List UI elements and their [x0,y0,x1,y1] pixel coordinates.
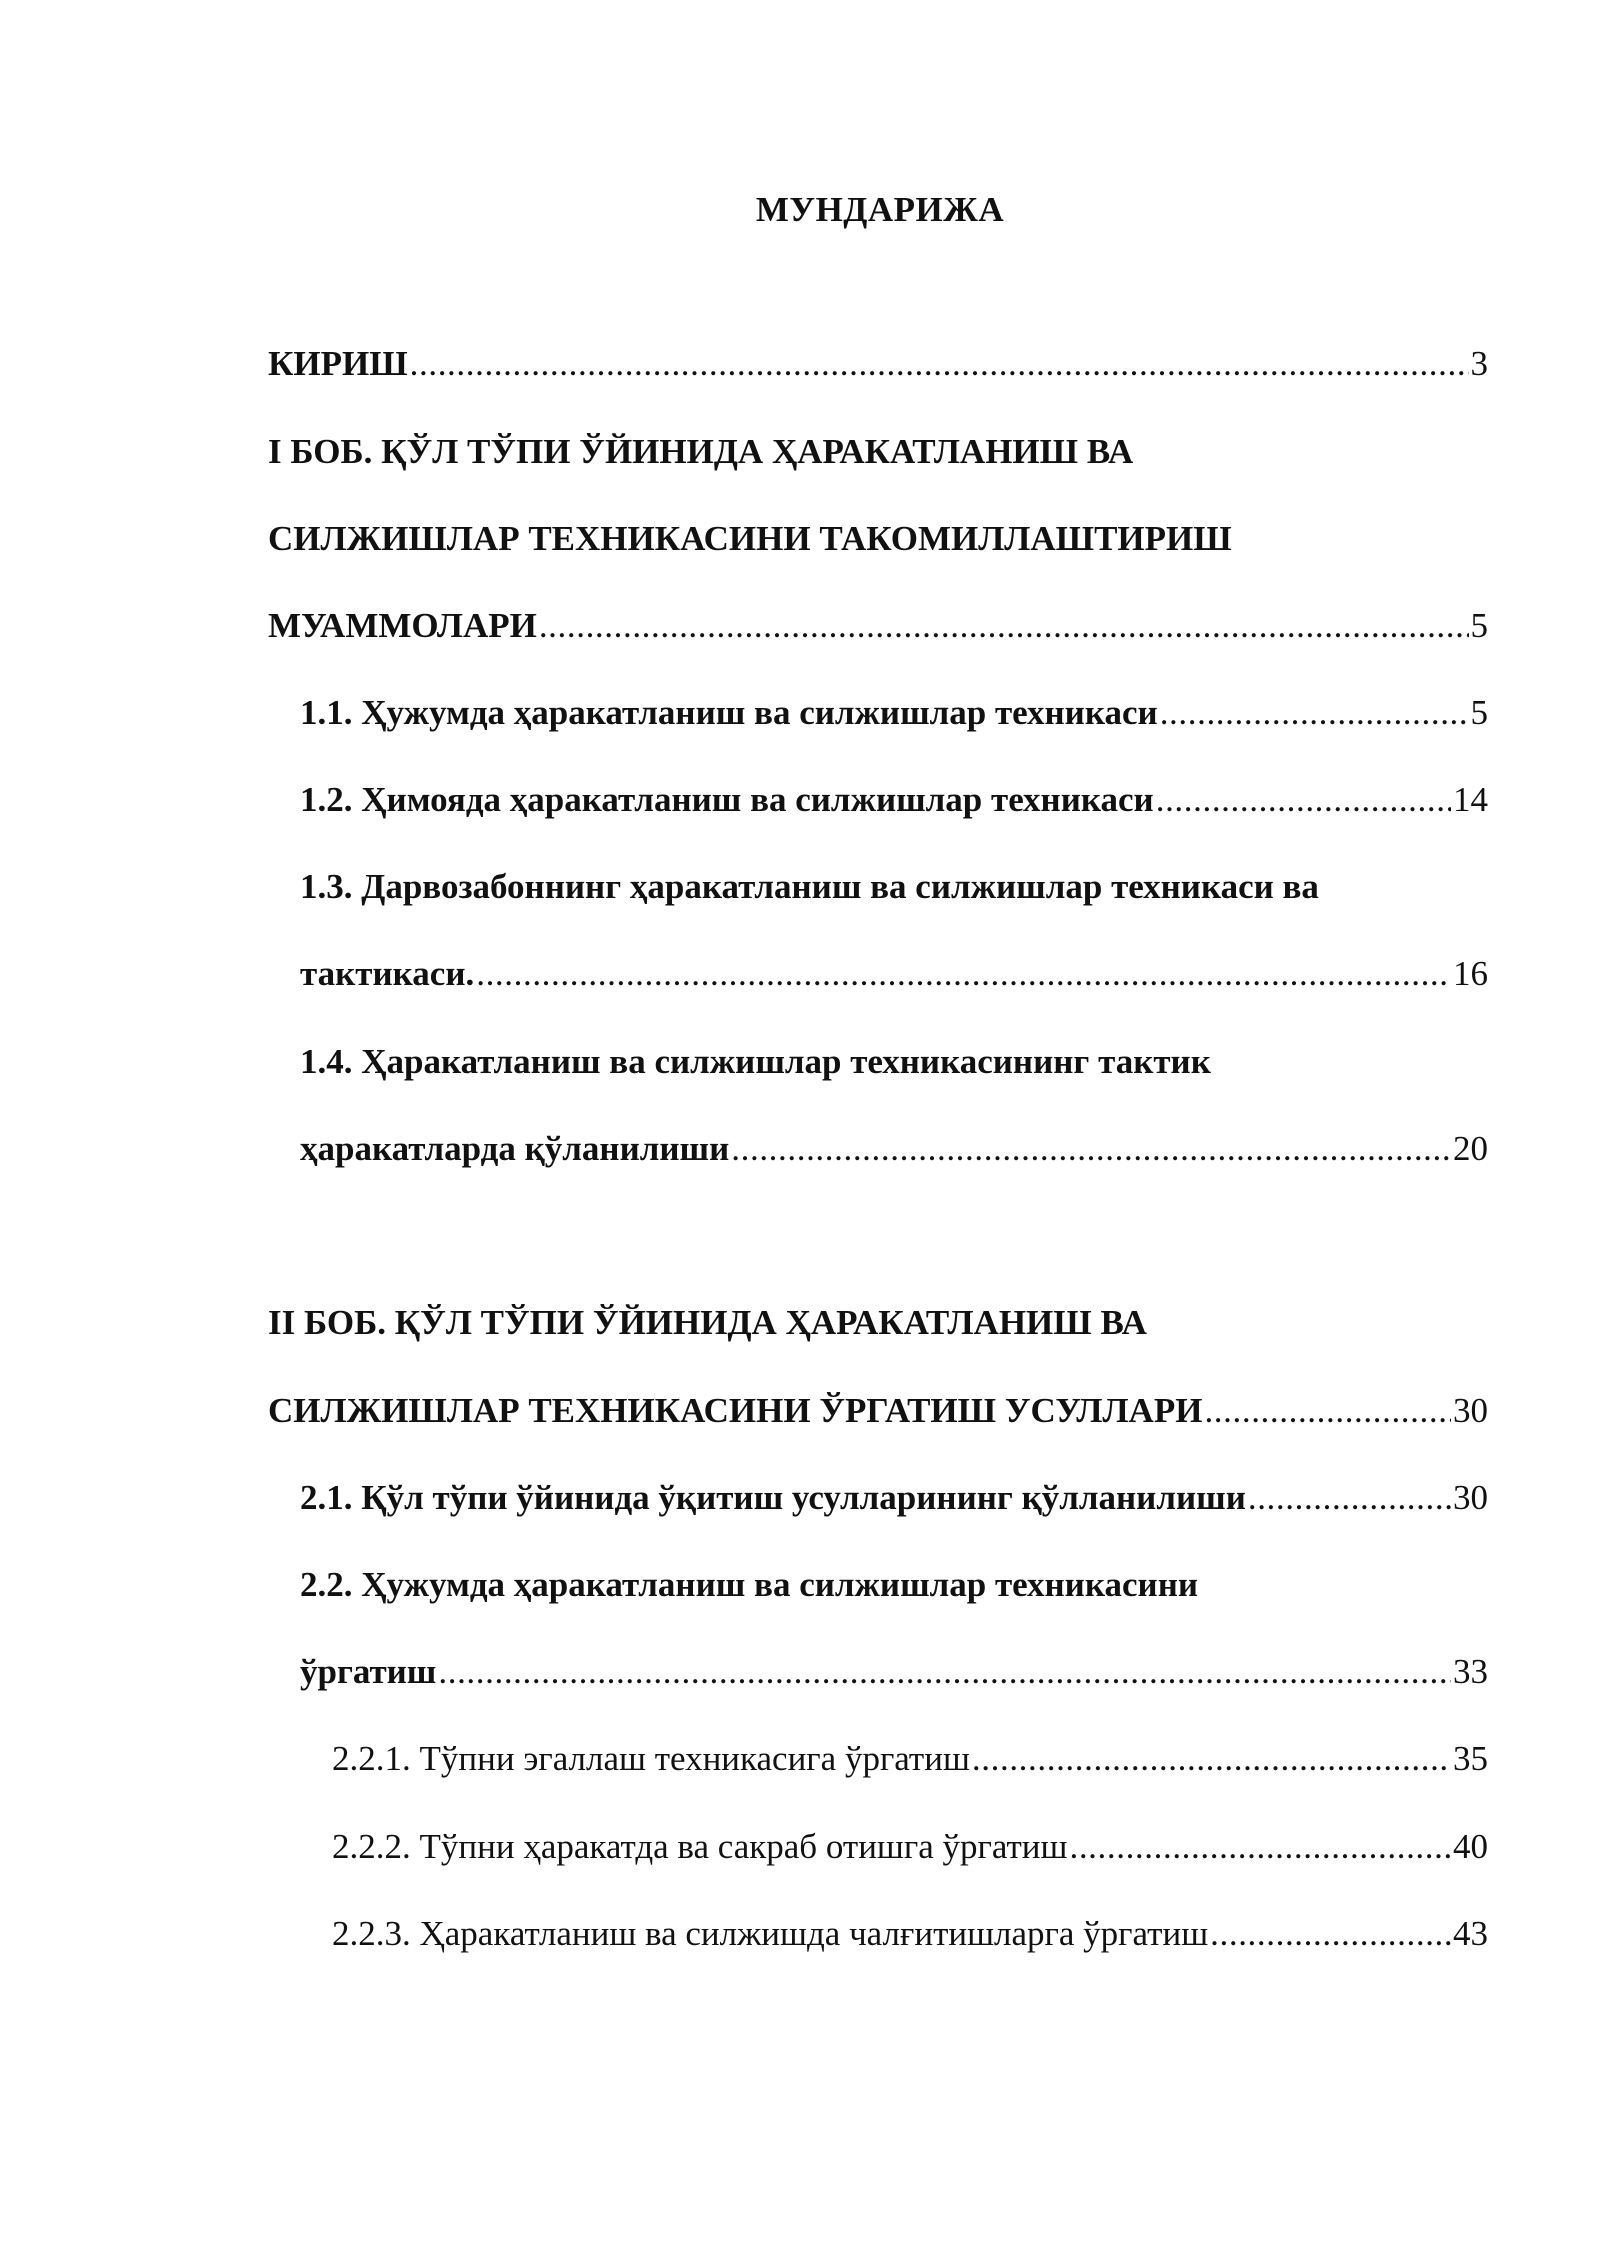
toc-section-2-1[interactable] [300,1476,1488,1520]
page-title: МУНДАРИЖА [755,190,1005,229]
toc-entry-introduction[interactable] [268,342,1488,386]
toc-page-number: 35 [1453,1739,1488,1778]
dot-leader [972,1737,1451,1781]
toc-entry-text: СИЛЖИШЛАР ТЕХНИКАСИНИ ЎРГАТИШ УСУЛЛАРИ [268,1391,1203,1430]
toc-page-number: 14 [1453,780,1488,819]
toc-subsection-2-2-1[interactable] [332,1737,1488,1781]
toc-section-1-3[interactable] [300,952,1488,996]
toc-chapter-2-line-1[interactable]: II БОБ. ҚЎЛ ТЎПИ ЎЙИНИДА ҲАРАКАТЛАНИШ ВА [268,1303,1147,1342]
toc-entry-text: тактикаси. [300,954,475,993]
toc-entry-text: 2.2.2. Тўпни ҳаракатда ва сакраб отишга ўргатиш [332,1827,1068,1866]
dot-leader [1156,778,1451,822]
toc-section-1-3-line-1[interactable]: 1.3. Дарвозабоннинг ҳаракатланиш ва силжишлар техникаси ва [300,867,1319,906]
toc-page-number: 33 [1453,1652,1488,1691]
dot-leader [438,1650,1451,1694]
toc-chapter-1[interactable] [268,604,1488,648]
toc-section-1-1[interactable] [300,691,1488,735]
toc-chapter-1-line-1[interactable]: I БОБ. ҚЎЛ ТЎПИ ЎЙИНИДА ҲАРАКАТЛАНИШ ВА [268,432,1134,471]
toc-section-2-2[interactable] [300,1650,1488,1694]
dot-leader [539,604,1469,648]
toc-page-number: 16 [1453,954,1488,993]
toc-chapter-1-line-2[interactable]: СИЛЖИШЛАР ТЕХНИКАСИНИ ТАКОМИЛЛАШТИРИШ [268,519,1232,558]
dot-leader [1069,1825,1451,1869]
dot-leader [731,1127,1451,1171]
toc-chapter-2[interactable] [268,1389,1488,1433]
toc-page-number: 20 [1453,1129,1488,1168]
toc-entry-text: 2.2.3. Ҳаракатланиш ва силжишда чалғитишларга ўргатиш [332,1914,1209,1953]
toc-entry-text: 2.1. Қўл тўпи ўйинида ўқитиш усулларининг қўлланилиши [300,1478,1246,1517]
toc-section-2-2-line-1[interactable]: 2.2. Ҳужумда ҳаракатланиш ва силжишлар техникасини [300,1565,1199,1604]
toc-entry-text: МУАММОЛАРИ [268,606,537,645]
toc-entry-text: КИРИШ [268,344,408,383]
toc-entry-text: ўргатиш [300,1652,437,1691]
dot-leader [476,952,1451,996]
dot-leader [1204,1389,1451,1433]
toc-page-number: 5 [1470,606,1488,645]
toc-page-number: 30 [1453,1391,1488,1430]
toc-subsection-2-2-3[interactable] [332,1912,1488,1956]
toc-section-1-4-line-1[interactable]: 1.4. Ҳаракатланиш ва силжишлар техникасининг тактик [300,1042,1211,1081]
toc-page-number: 40 [1453,1827,1488,1866]
dot-leader [1160,691,1469,735]
toc-page-number: 3 [1470,344,1488,383]
toc-page-number: 5 [1470,693,1488,732]
toc-entry-text: 2.2.1. Тўпни эгаллаш техникасига ўргатиш [332,1739,970,1778]
toc-subsection-2-2-2[interactable] [332,1825,1488,1869]
toc-entry-text: 1.1. Ҳужумда ҳаракатланиш ва силжишлар техникаси [300,693,1158,732]
toc-section-1-2[interactable] [300,778,1488,822]
toc-entry-text: 1.2. Ҳимояда ҳаракатланиш ва силжишлар техникаси [300,780,1154,819]
toc-section-1-4[interactable] [300,1127,1488,1171]
toc-page-number: 43 [1453,1914,1488,1953]
toc-page-number: 30 [1453,1478,1488,1517]
dot-leader [1248,1476,1451,1520]
toc-entry-text: ҳаракатларда қўланилиши [300,1129,730,1168]
dot-leader [1210,1912,1451,1956]
dot-leader [410,342,1469,386]
